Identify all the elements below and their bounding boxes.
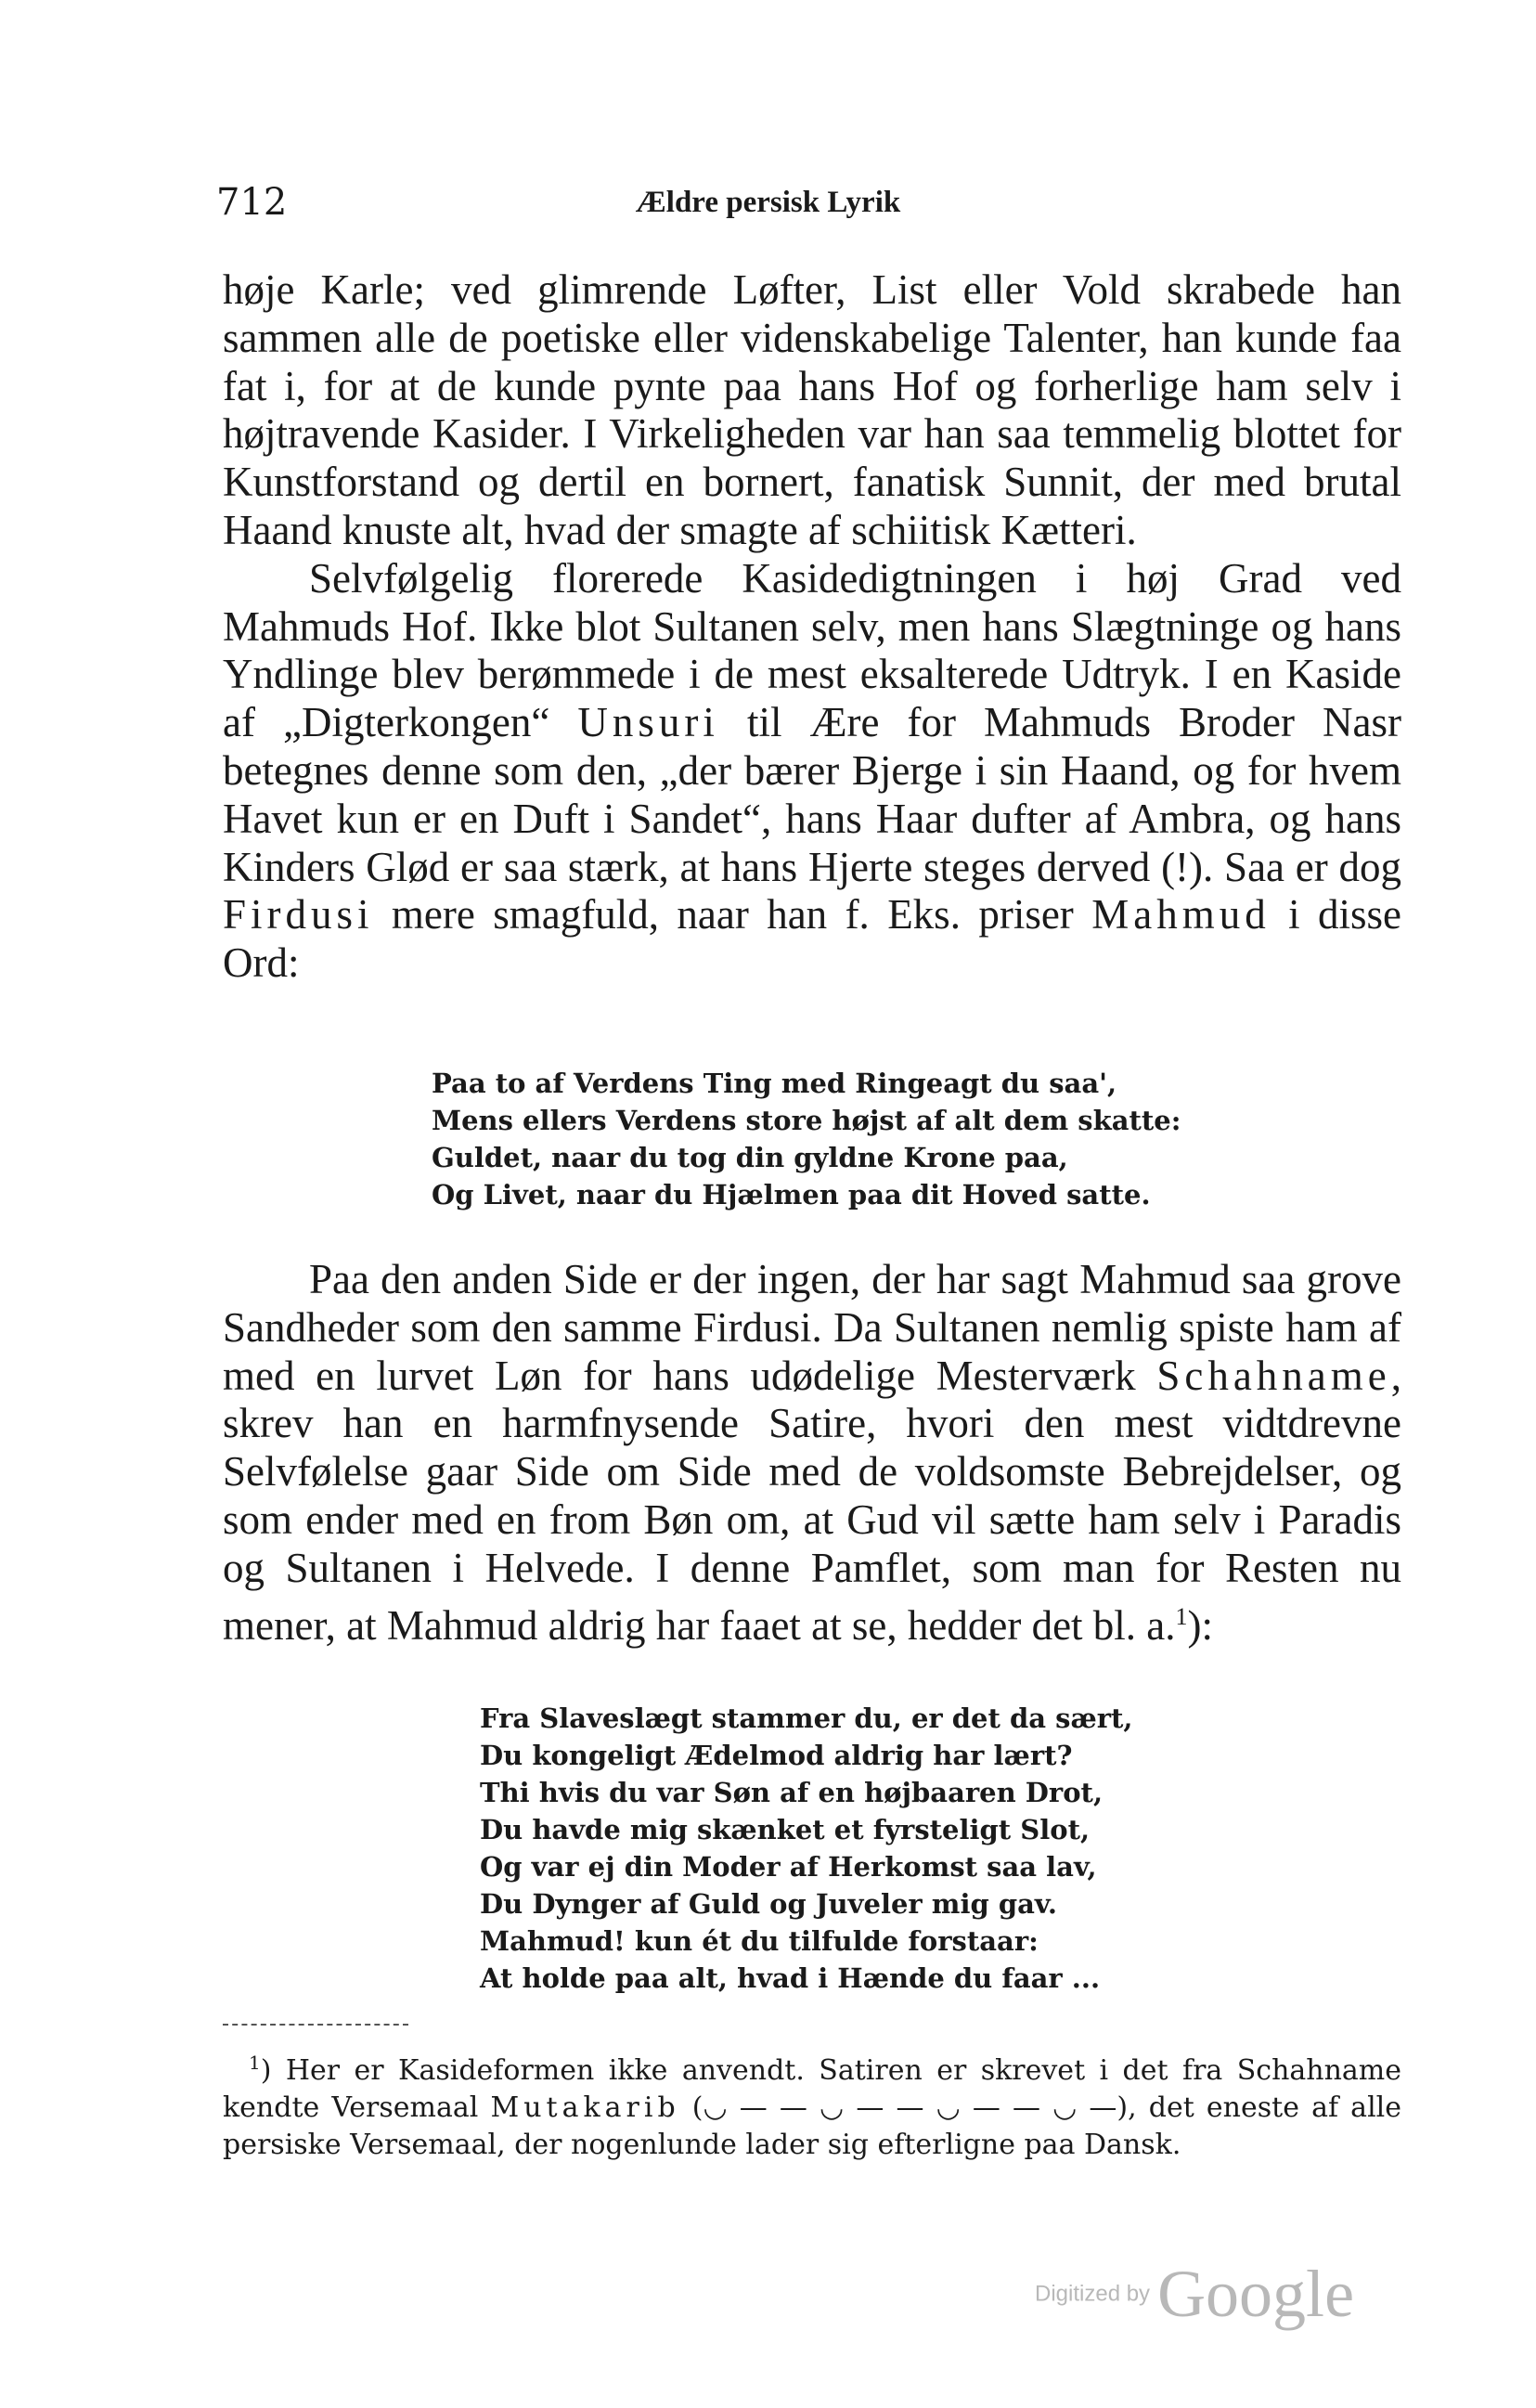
meter-name: Mutakarib (490, 2091, 680, 2124)
verse-line: Og Livet, naar du Hjælmen paa dit Hoved satte. (432, 1179, 1151, 1210)
footnote (223, 2044, 1401, 2164)
footnote-body (223, 2044, 1401, 2164)
digitized-watermark (1035, 2256, 1354, 2333)
verse-quote-2 (480, 1700, 1133, 1997)
verse-line: Mens ellers Verdens store højst af alt dem skatte: (432, 1105, 1181, 1136)
paragraph-3-text-1: Paa den anden Side er der ingen, der har sagt Mahmud saa grove Sandheder som den samme Firdusi. Da Sultanen nemlig spiste ham af med en lurvet Løn for hans udødelige Mesterværk (223, 1256, 1401, 1399)
paragraph-continuation (223, 266, 1401, 988)
page-number: 712 (216, 181, 288, 224)
verse-line: Du havde mig skænket et fyrsteligt Slot, (480, 1814, 1091, 1845)
running-title: Ældre persisk Lyrik (635, 186, 901, 219)
verse-line: Du kongeligt Ædelmod aldrig har lært? (480, 1740, 1073, 1771)
ruler-name-mahmud: Mahmud (1091, 891, 1271, 939)
google-logo: Google (1157, 2257, 1355, 2331)
work-title-schahname: Schahname (1156, 1352, 1391, 1399)
footnote-separator (223, 2024, 408, 2026)
paragraph-2-text-2: til Ære for Mahmuds Broder Nasr betegnes denne som den, „der bærer Bjerge i sin Haand, og for hvem Havet kun er en Duft i Sandet“, hans Haar dufter af Ambra, og hans Kinders Glød er saa stærk, at hans Hjerte steges derved (!). Saa er dog (223, 699, 1401, 890)
paragraph-3-text-2: , skrev han en harmfnysende Satire, hvori den mest vidtdrevne Selvfølelse gaar Side om Side med de voldsomste Bebrejdelser, og som ender med en from Bøn om, at Gud vil sætte ham selv i Paradis og Sultanen i Helvede. I denne Pamflet, som man for Resten nu mener, at Mahmud aldrig har faaet at se, hedder det bl. a. (223, 1352, 1401, 1649)
verse-line: Thi hvis du var Søn af en højbaaren Drot, (480, 1777, 1104, 1808)
paragraph-2-text-4: i disse Ord: (223, 891, 1401, 987)
watermark-prefix: Digitized by (1035, 2281, 1151, 2307)
paragraph-1-text: høje Karle; ved glimrende Løfter, List eller Vold skrabede han sammen alle de poetiske eller videnskabelige Talenter, han kunde faa fat i, for at de kunde pynte paa hans Hof og forherlige ham selv i højtravende Kasider. I Virkeligheden var han saa temmelig blottet for Kunstforstand og dertil en bornert, fanatisk Sunnit, der med brutal Haand knuste alt, hvad der smagte af schiitisk Kætteri. (223, 266, 1401, 553)
paragraph-2-text-1: Selvfølgelig florerede Kasidedigtningen i høj Grad ved Mahmuds Hof. Ikke blot Sultanen selv, men hans Slægtninge og hans Yndlinge blev berømmede i de mest eksalterede Udtryk. I en Kaside af „Digterkongen“ (223, 554, 1401, 746)
verse-line: Mahmud! kun ét du tilfulde forstaar: (480, 1925, 1039, 1957)
verse-line: Og var ej din Moder af Herkomst saa lav, (480, 1851, 1097, 1883)
paragraph-3 (223, 1256, 1401, 1650)
paragraph-2-text-3: mere smagfuld, naar han f. Eks. priser (373, 891, 1092, 939)
meter-pattern: (◡ — — ◡ — — ◡ — — ◡ —) (691, 2091, 1129, 2124)
footnote-text-1: ) Her er Kasideformen ikke anvendt. Satiren er skrevet i det fra Schahname kendte Versemaal (223, 2054, 1401, 2124)
verse-line: At holde paa alt, hvad i Hænde du faar ... (480, 1962, 1101, 1994)
verse-line: Du Dynger af Guld og Juveler mig gav. (480, 1888, 1057, 1920)
footnote-reference: 1 (1175, 1602, 1188, 1630)
paragraph-3-text-3: ): (1187, 1601, 1214, 1649)
poet-name-unsuri: Unsuri (577, 699, 719, 746)
verse-line: Paa to af Verdens Ting med Ringeagt du saa', (432, 1068, 1117, 1099)
verse-line: Guldet, naar du tog din gyldne Krone paa, (432, 1142, 1068, 1173)
paragraph-2 (223, 555, 1401, 988)
verse-quote-1 (432, 1065, 1181, 1213)
verse-line: Fra Slaveslægt stammer du, er det da sært, (480, 1702, 1133, 1734)
footnote-marker: 1 (249, 2052, 261, 2074)
poet-name-firdusi: Firdusi (223, 891, 374, 939)
paragraph-3-body (223, 1256, 1401, 1650)
footnote-text-2: , det eneste af alle persiske Versemaal, der nogenlunde lader sig efterligne paa Dansk. (223, 2091, 1402, 2161)
